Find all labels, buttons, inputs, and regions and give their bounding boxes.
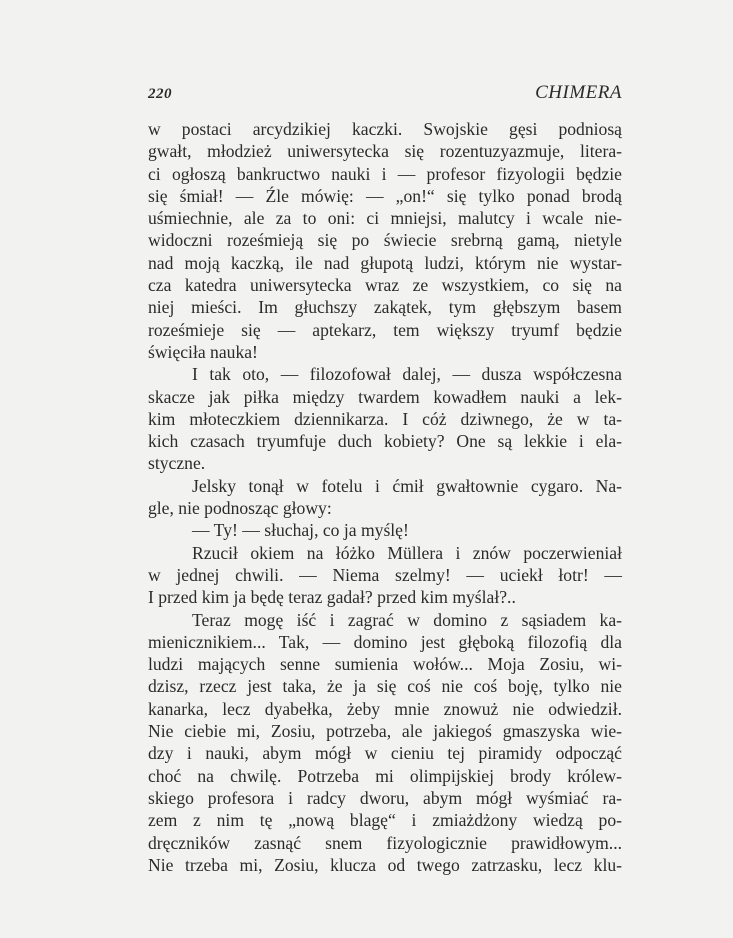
text-line: w postaci arcydzikiej kaczki. Swojskie gęsi podniosą: [148, 119, 622, 139]
text-line: uśmiechnie, ale za to oni: ci mniejsi, malutcy i wcale nie-: [148, 208, 622, 229]
text-line: kanarka, lecz dyabełka, żeby mnie znowuż nie odwiedził.: [148, 698, 622, 719]
text-line: się śmiał! — Źle mówię: — „on!“ się tylko ponad brodą: [148, 185, 622, 206]
text-line: Rzucił okiem na łóżko Müllera i znów poczerwieniał: [192, 542, 622, 563]
body-text: [148, 118, 622, 876]
text-line: dręczników zasnąć snem fizyologicznie prawidłowym...: [148, 832, 622, 853]
text-line: gwałt, młodzież uniwersytecka się rozentuzyazmuje, litera-: [148, 141, 622, 162]
text-line: święciła nauka!: [148, 341, 258, 362]
text-line: — Ty! — słuchaj, co ja myślę!: [192, 520, 409, 541]
text-line: roześmieje się — aptekarz, tem większy tryumf będzie: [148, 319, 622, 340]
text-line: Nie ciebie mi, Zosiu, potrzeba, ale jakiegoś gmaszyska wie-: [148, 721, 622, 742]
text-line: styczne.: [148, 453, 206, 474]
text-line: choć na chwilę. Potrzeba mi olimpijskiej brody królew-: [148, 765, 622, 786]
text-line: kim młoteczkiem dziennikarza. I cóż dziwnego, że w ta-: [148, 408, 622, 429]
text-line: I tak oto, — filozofował dalej, — dusza współczesna: [192, 364, 622, 385]
running-title: CHIMERA: [535, 82, 622, 103]
text-line: Teraz mogę iść i zagrać w domino z sąsiadem ka-: [192, 609, 622, 630]
text-line: dzisz, rzecz jest taka, że ja się coś nie coś boję, tylko nie: [148, 676, 622, 697]
text-line: dzy i nauki, abym mógł w cieniu tej piramidy odpocząć: [148, 743, 622, 764]
text-line: skiego profesora i radcy dworu, abym mógł wyśmiać ra-: [148, 787, 622, 808]
text-line: zem z nim tę „nową blagę“ i zmiażdżony wiedzą po-: [148, 810, 622, 831]
text-line: ludzi mających senne sumienia wołów... Moja Zosiu, wi-: [148, 654, 622, 675]
text-line: mienicznikiem... Tak, — domino jest głęboką filozofią dla: [148, 631, 622, 652]
text-line: skacze jak piłka między twardem kowadłem nauki a lek-: [148, 386, 622, 407]
text-line: kich czasach tryumfuje duch kobiety? One są lekkie i ela-: [148, 431, 622, 452]
text-line: Jelsky tonął w fotelu i ćmił gwałtownie cygaro. Na-: [192, 475, 622, 496]
text-line: gle, nie podnosząc głowy:: [148, 498, 332, 519]
text-line: I przed kim ja będę teraz gadał? przed kim myślał?..: [148, 587, 516, 608]
text-line: ci ogłoszą bankructwo nauki i — profesor fizyologii będzie: [148, 163, 622, 184]
text-line: widoczni roześmieją się po świecie srebrną gamą, nietyle: [148, 230, 622, 251]
text-line: cza katedra uniwersytecka wraz ze wszystkiem, co się na: [148, 275, 622, 296]
text-line: w jednej chwili. — Niema szelmy! — uciekł łotr! —: [148, 564, 622, 585]
page-header: [148, 82, 622, 106]
text-line: Nie trzeba mi, Zosiu, klucza od twego zatrzasku, lecz klu-: [148, 854, 622, 875]
text-line: nad moją kaczką, ile nad głupotą ludzi, którym nie wystar-: [148, 252, 622, 273]
page-number: 220: [148, 86, 172, 102]
text-line: niej mieści. Im głuchszy zakątek, tym głębszym basem: [148, 297, 622, 318]
